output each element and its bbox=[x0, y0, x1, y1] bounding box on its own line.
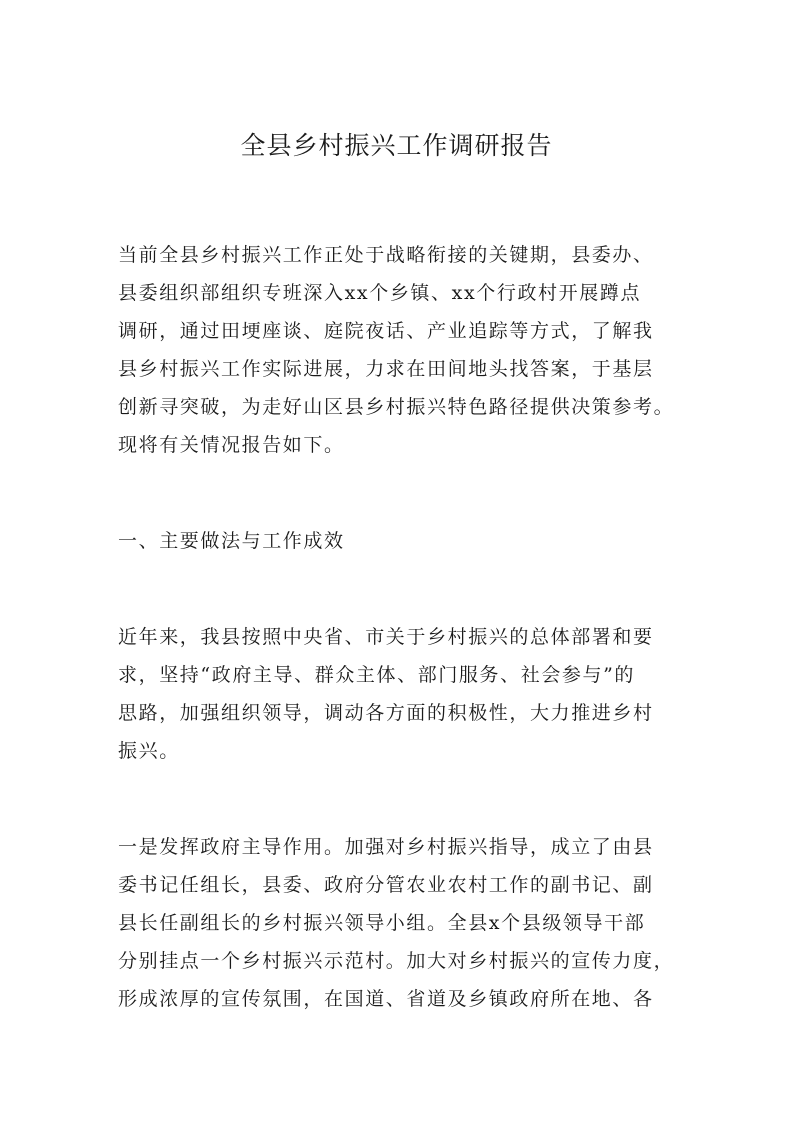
text-line: 委书记任组长，县委、政府分管农业农村工作的副书记、副 bbox=[118, 874, 654, 896]
section-heading-text: 一、主要做法与工作成效 bbox=[118, 530, 345, 552]
text-line: 求，坚持“政府主导、群众主体、部门服务、社会参与”的 bbox=[118, 664, 636, 686]
text-line: 一是发挥政府主导作用。加强对乡村振兴指导，成立了由县 bbox=[118, 836, 654, 858]
intro-paragraph bbox=[118, 236, 688, 464]
text-line: 分别挂点一个乡村振兴示范村。加大对乡村振兴的宣传力度， bbox=[118, 950, 675, 972]
document-title: 全县乡村振兴工作调研报告 bbox=[240, 131, 553, 160]
text-line: 县委组织部组织专班深入xx个乡镇、xx个行政村开展蹲点 bbox=[118, 282, 642, 304]
point1-paragraph bbox=[118, 828, 688, 1018]
text-line: 调研，通过田埂座谈、庭院夜话、产业追踪等方式，了解我 bbox=[118, 320, 654, 342]
text-line: 形成浓厚的宣传氛围，在国道、省道及乡镇政府所在地、各 bbox=[118, 988, 654, 1010]
paragraph-spacer bbox=[118, 464, 688, 522]
text-line: 创新寻突破，为走好山区县乡村振兴特色路径提供决策参考。 bbox=[118, 396, 675, 418]
paragraph-spacer bbox=[118, 560, 688, 618]
document-body bbox=[118, 236, 688, 1018]
text-line: 县乡村振兴工作实际进展，力求在田间地头找答案，于基层 bbox=[118, 358, 654, 380]
text-line: 近年来，我县按照中央省、市关于乡村振兴的总体部署和要 bbox=[118, 626, 654, 648]
text-line: 现将有关情况报告如下。 bbox=[118, 434, 345, 456]
text-line: 当前全县乡村振兴工作正处于战略衔接的关键期，县委办、 bbox=[118, 244, 654, 266]
section1-paragraph bbox=[118, 618, 688, 770]
section-heading bbox=[118, 522, 688, 560]
text-line: 县长任副组长的乡村振兴领导小组。全县x个县级领导干部 bbox=[118, 912, 646, 934]
text-line: 振兴。 bbox=[118, 740, 180, 762]
paragraph-spacer bbox=[118, 770, 688, 828]
text-line: 思路，加强组织领导，调动各方面的积极性，大力推进乡村 bbox=[118, 702, 654, 724]
